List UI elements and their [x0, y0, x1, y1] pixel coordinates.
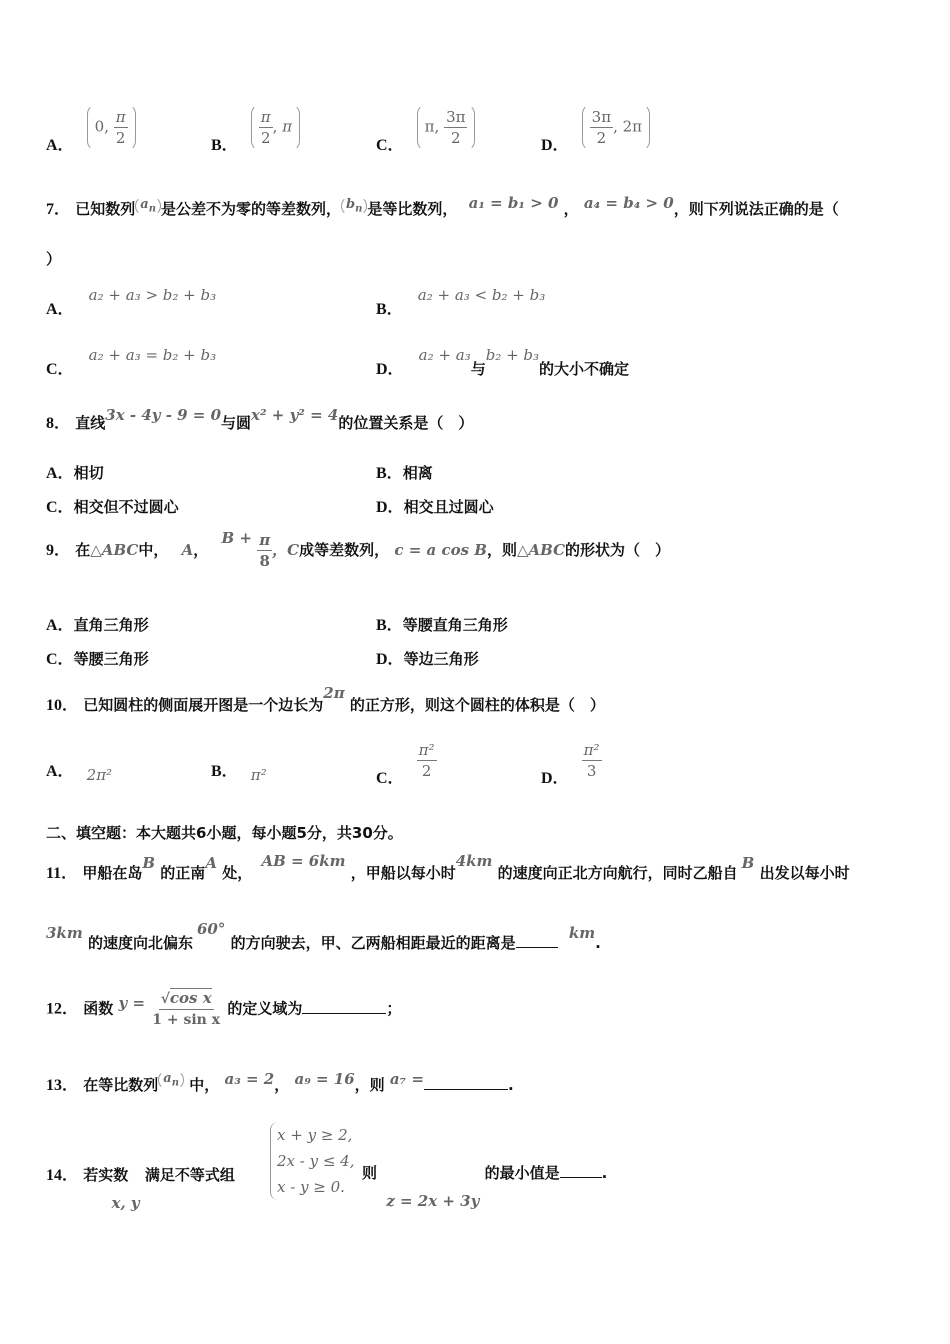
option-expression: a₂ + a₃ > b₂ + b₃: [88, 286, 217, 304]
option-expression: a₂ + a₃: [418, 346, 471, 364]
question-14-tail: 则 z = 2x + 3y 的最小值是 .: [362, 1164, 608, 1210]
sequence-b: $b_n$: [341, 196, 367, 216]
option-expression: a₂ + a₃ = b₂ + b₃: [88, 346, 217, 364]
q6-option-d[interactable]: [541, 104, 650, 154]
line-equation: 3x - 4y - 9 = 0: [105, 406, 222, 424]
question-7-stem: 7． 已知数列 $a_n$ 是公差不为零的等差数列， $b_n$ 是等比数列， a₁ = b₁ > 0 ， a₄ = b₄ > 0，则下列说法正确的是（: [46, 194, 839, 218]
q9-option-c[interactable]: C．等腰三角形: [46, 650, 149, 668]
q8-option-b[interactable]: B．相离: [376, 464, 433, 482]
question-7-close: ）: [46, 250, 62, 268]
interval-expression: 0, $\frac{\pi}{2}$: [87, 104, 136, 151]
question-9-stem: 9． 在△ABC中， A， B + $\frac{\pi}{8}$ ，C成等差数列， c = a cos B，则△ABC的形状为（ ）: [46, 529, 671, 570]
q8-option-c[interactable]: C．相交但不过圆心: [46, 498, 179, 516]
question-10-stem: 10． 已知圆柱的侧面展开图是一个边长为2π 的正方形，则这个圆柱的体积是（ ）: [46, 684, 605, 714]
option-label: C．: [376, 136, 404, 154]
q6-option-a[interactable]: [46, 104, 136, 154]
q7-option-c[interactable]: C． a₂ + a₃ = b₂ + b₃: [46, 346, 217, 378]
question-11-line-1: 11． 甲船在岛B 的正南A 处， AB = 6km ，甲船以每小时4km 的速度向正北方向航行，同时乙船自B 出发以每小时: [46, 852, 850, 882]
question-14-stem: 14． 若实数 x, y 满足不等式组: [46, 1166, 235, 1212]
interval-expression: π, $\frac{3\pi}{2}$: [417, 104, 476, 151]
question-12-stem: 12． 函数 y = $\frac{\text{√cos x}}{\text{1 + sin x}}$ 的定义域为 ；: [46, 989, 402, 1028]
q6-option-c[interactable]: [376, 104, 475, 154]
q10-option-d[interactable]: D． $\frac{\text{π²}}{3}$: [541, 741, 600, 787]
sequence-a: $a_n$: [158, 1070, 184, 1090]
q7-option-b[interactable]: B． a₂ + a₃ < b₂ + b₃: [376, 286, 546, 318]
option-expression: a₂ + a₃ < b₂ + b₃: [417, 286, 546, 304]
section-2-heading: 二、填空题：本大题共6小题，每小题5分，共30分。: [46, 824, 403, 842]
condition-2: a₄ = b₄ > 0: [583, 194, 674, 212]
side-length: 2π: [323, 684, 345, 702]
inequality-system: x + y ≥ 2, 2x - y ≤ 4, x - y ≥ 0.: [270, 1122, 355, 1200]
interval-expression: $\frac{\pi}{2}$ , π: [251, 104, 300, 151]
q10-option-c[interactable]: C． $\frac{\text{π²}}{2}$: [376, 741, 435, 787]
q10-option-a[interactable]: A． 2π²: [46, 763, 113, 784]
question-8-stem: 8． 直线3x - 4y - 9 = 0与圆x² + y² = 4的位置关系是（ ）: [46, 406, 474, 432]
answer-blank[interactable]: [516, 947, 558, 948]
equation: c = a cos B: [394, 541, 487, 559]
option-label: A．: [46, 136, 74, 154]
option-label: B．: [211, 136, 238, 154]
q9-option-a[interactable]: A．直角三角形: [46, 616, 149, 634]
condition-1: a₁ = b₁ > 0: [468, 194, 559, 212]
interval-expression: $\frac{3\pi}{2}$ , 2π: [582, 104, 650, 151]
q9-option-d[interactable]: D．等边三角形: [376, 650, 479, 668]
answer-blank[interactable]: [560, 1177, 602, 1178]
q9-option-b[interactable]: B．等腰直角三角形: [376, 616, 508, 634]
circle-equation: x² + y² = 4: [251, 406, 339, 424]
sequence-a: $a_n$: [135, 196, 161, 216]
fraction: $\frac{\pi}{8}$: [259, 531, 271, 570]
answer-blank[interactable]: [302, 1013, 386, 1014]
function-fraction: $\frac{\text{√cos x}}{\text{1 + sin x}}$: [152, 989, 221, 1028]
q7-option-d[interactable]: D． a₂ + a₃与b₂ + b₃的大小不确定: [376, 346, 630, 378]
question-11-line-2: 3km 的速度向北偏东60° 的方向驶去，甲、乙两船相距最近的距离是 km.: [46, 920, 601, 952]
triangle-symbol: △ABC: [90, 541, 139, 559]
q6-option-b[interactable]: [211, 104, 300, 154]
answer-blank[interactable]: [424, 1089, 508, 1090]
q8-option-d[interactable]: D．相交且过圆心: [376, 498, 494, 516]
option-label: D．: [541, 136, 569, 154]
q10-option-b[interactable]: B． π²: [211, 763, 267, 784]
q7-option-a[interactable]: A． a₂ + a₃ > b₂ + b₃: [46, 286, 217, 318]
question-13-stem: 13． 在等比数列 $a_n$ 中， a₃ = 2， a₉ = 16，则 a₇ = .: [46, 1070, 514, 1094]
q8-option-a[interactable]: A．相切: [46, 464, 104, 482]
